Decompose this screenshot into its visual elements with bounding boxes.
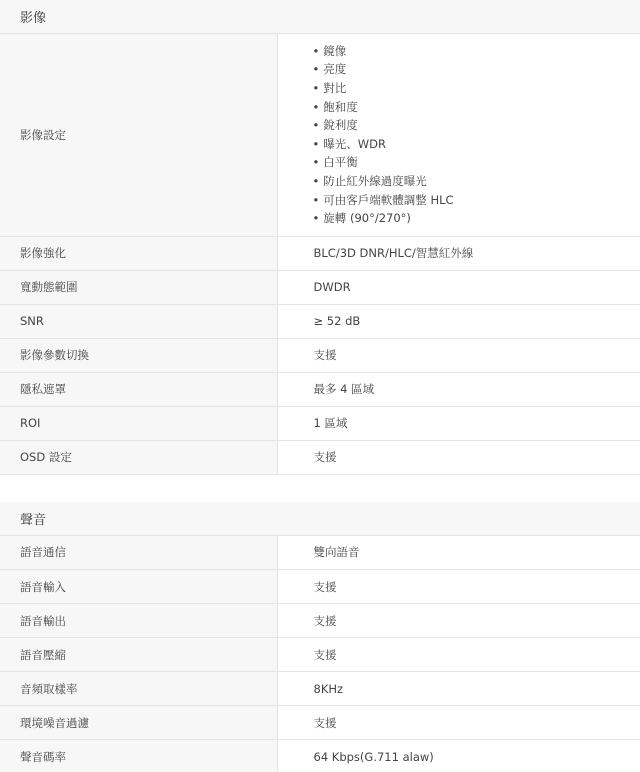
spec-label: 聲音碼率	[0, 740, 277, 772]
table-row	[0, 604, 640, 638]
spec-label: ROI	[0, 406, 277, 440]
table-row	[0, 740, 640, 772]
spec-label: 影像設定	[0, 34, 277, 236]
list-item: • 飽和度	[312, 99, 358, 114]
audio-spec-table	[0, 536, 640, 772]
list-item: • 鏡像	[312, 43, 347, 58]
table-row	[0, 672, 640, 706]
spec-value: DWDR	[277, 270, 640, 304]
spec-value: 最多 4 區域	[277, 372, 640, 406]
bullet-icon: •	[312, 80, 320, 95]
section-spacer	[0, 475, 640, 502]
bullet-icon: •	[312, 211, 320, 226]
spec-value: 1 區域	[277, 406, 640, 440]
table-row	[0, 338, 640, 372]
spec-label: 影像強化	[0, 236, 277, 270]
spec-value	[277, 34, 640, 236]
spec-value: 支援	[277, 604, 640, 638]
spec-label: 寬動態範圍	[0, 270, 277, 304]
table-row	[0, 440, 640, 474]
list-item: • 曝光、WDR	[312, 136, 387, 151]
spec-label: 影像參數切換	[0, 338, 277, 372]
spec-label: OSD 設定	[0, 440, 277, 474]
spec-label: SNR	[0, 304, 277, 338]
list-item: • 防止紅外線過度曝光	[312, 173, 427, 188]
spec-label: 語音壓縮	[0, 638, 277, 672]
spec-value: ≥ 52 dB	[277, 304, 640, 338]
bullet-icon: •	[312, 155, 320, 170]
audio-section-title: 聲音	[0, 502, 640, 536]
spec-label: 語音輸出	[0, 604, 277, 638]
spec-value: 支援	[277, 570, 640, 604]
list-item: • 亮度	[312, 62, 347, 77]
list-item: • 旋轉 (90°/270°)	[312, 211, 411, 226]
table-row	[0, 304, 640, 338]
spec-label: 語音通信	[0, 536, 277, 570]
spec-label: 語音輸入	[0, 570, 277, 604]
table-row	[0, 406, 640, 440]
spec-value: 8KHz	[277, 672, 640, 706]
spec-value: 支援	[277, 440, 640, 474]
bullet-icon: •	[312, 118, 320, 133]
image-section-title: 影像	[0, 0, 640, 34]
audio-section	[0, 502, 640, 772]
spec-value: 支援	[277, 338, 640, 372]
table-row	[0, 236, 640, 270]
bullet-icon: •	[312, 43, 320, 58]
table-row	[0, 536, 640, 570]
image-spec-table	[0, 34, 640, 475]
table-row	[0, 34, 640, 236]
list-item: • 可由客戶端軟體調整 HLC	[312, 192, 454, 207]
spec-label: 隱私遮罩	[0, 372, 277, 406]
list-item: • 白平衡	[312, 155, 358, 170]
spec-value: 支援	[277, 706, 640, 740]
image-settings-feature-list	[314, 36, 640, 234]
bullet-icon: •	[312, 136, 320, 151]
spec-label: 環境噪音過濾	[0, 706, 277, 740]
spec-label: 音頻取樣率	[0, 672, 277, 706]
table-row	[0, 706, 640, 740]
spec-value: 雙向語音	[277, 536, 640, 570]
bullet-icon: •	[312, 99, 320, 114]
spec-value: 64 Kbps(G.711 alaw)	[277, 740, 640, 772]
bullet-icon: •	[312, 62, 320, 77]
bullet-icon: •	[312, 192, 320, 207]
bullet-icon: •	[312, 173, 320, 188]
table-row	[0, 270, 640, 304]
table-row	[0, 570, 640, 604]
table-row	[0, 638, 640, 672]
list-item: • 對比	[312, 80, 347, 95]
spec-value: BLC/3D DNR/HLC/智慧紅外線	[277, 236, 640, 270]
spec-value: 支援	[277, 638, 640, 672]
table-row	[0, 372, 640, 406]
list-item: • 銳利度	[312, 118, 358, 133]
